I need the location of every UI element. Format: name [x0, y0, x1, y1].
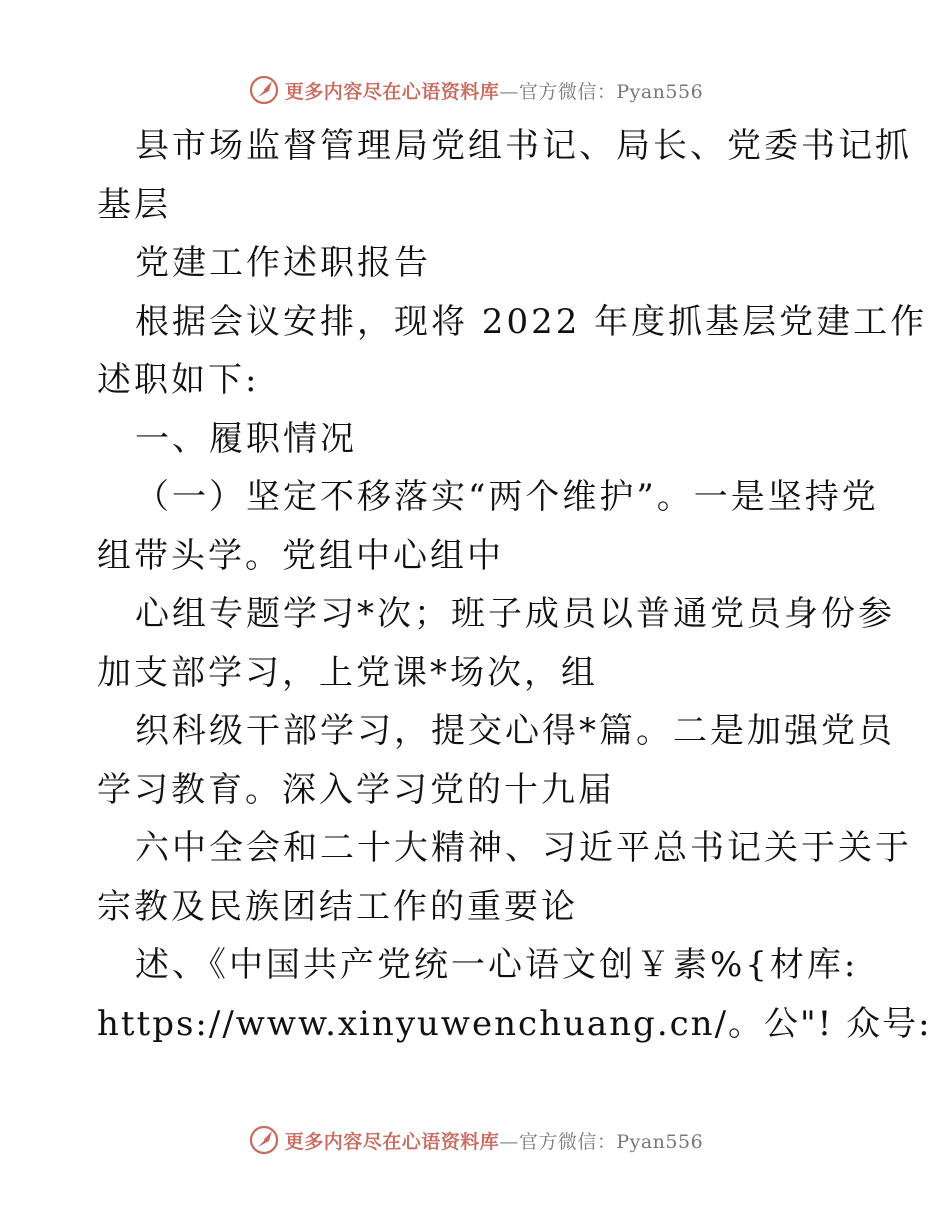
- doc-paragraph-line: 述职如下:: [97, 360, 260, 400]
- watermark-wechat-id: Pyan556: [616, 1130, 704, 1153]
- doc-paragraph-line: （一）坚定不移落实“两个维护”。一是坚持党: [135, 477, 879, 517]
- watermark-suffix: 官方微信：: [518, 80, 617, 103]
- watermark-brand: 更多内容尽在心语资料库: [284, 80, 500, 103]
- doc-paragraph-line: 心组专题学习*次；班子成员以普通党员身份参: [135, 594, 895, 634]
- doc-title-line-2: 基层: [97, 184, 171, 225]
- document-body: [97, 117, 932, 1053]
- watermark-separator: —: [499, 80, 519, 103]
- doc-paragraph-line: 六中全会和二十大精神、习近平总书记关于关于: [135, 828, 912, 868]
- quill-circle-logo-icon: [247, 73, 281, 107]
- doc-section-heading: 一、履职情况: [135, 418, 357, 459]
- watermark-text: [285, 77, 703, 104]
- doc-paragraph-line: 织科级干部学习，提交心得*篇。二是加强党员: [135, 711, 895, 751]
- doc-paragraph-line: 根据会议安排，现将 2022 年度抓基层党建工作: [135, 301, 928, 342]
- doc-paragraph-line: 述、《中国共产党统一心语文创￥素%{材库:: [135, 945, 859, 985]
- doc-paragraph-line: 加支部学习，上党课*场次，组: [97, 652, 598, 693]
- doc-title-line-1: 县市场监督管理局党组书记、局长、党委书记抓: [135, 126, 912, 166]
- doc-url-line: https://www.xinyuwenchuang.cn/。公"! 众号:: [97, 1003, 932, 1044]
- quill-circle-logo-icon: [247, 1123, 281, 1157]
- doc-paragraph-line: 组带头学。党组中心组中: [97, 535, 504, 576]
- watermark-suffix: 官方微信：: [518, 1130, 617, 1153]
- doc-title-line-3: 党建工作述职报告: [135, 243, 431, 283]
- watermark-text: [285, 1127, 703, 1154]
- watermark-wechat-id: Pyan556: [616, 80, 704, 103]
- watermark-brand: 更多内容尽在心语资料库: [284, 1130, 500, 1153]
- doc-paragraph-line: 学习教育。深入学习党的十九届: [97, 769, 615, 810]
- watermark-banner-top: [0, 70, 950, 110]
- doc-paragraph-line: 宗教及民族团结工作的重要论: [97, 886, 578, 927]
- watermark-banner-bottom: [0, 1120, 950, 1160]
- watermark-separator: —: [499, 1130, 519, 1153]
